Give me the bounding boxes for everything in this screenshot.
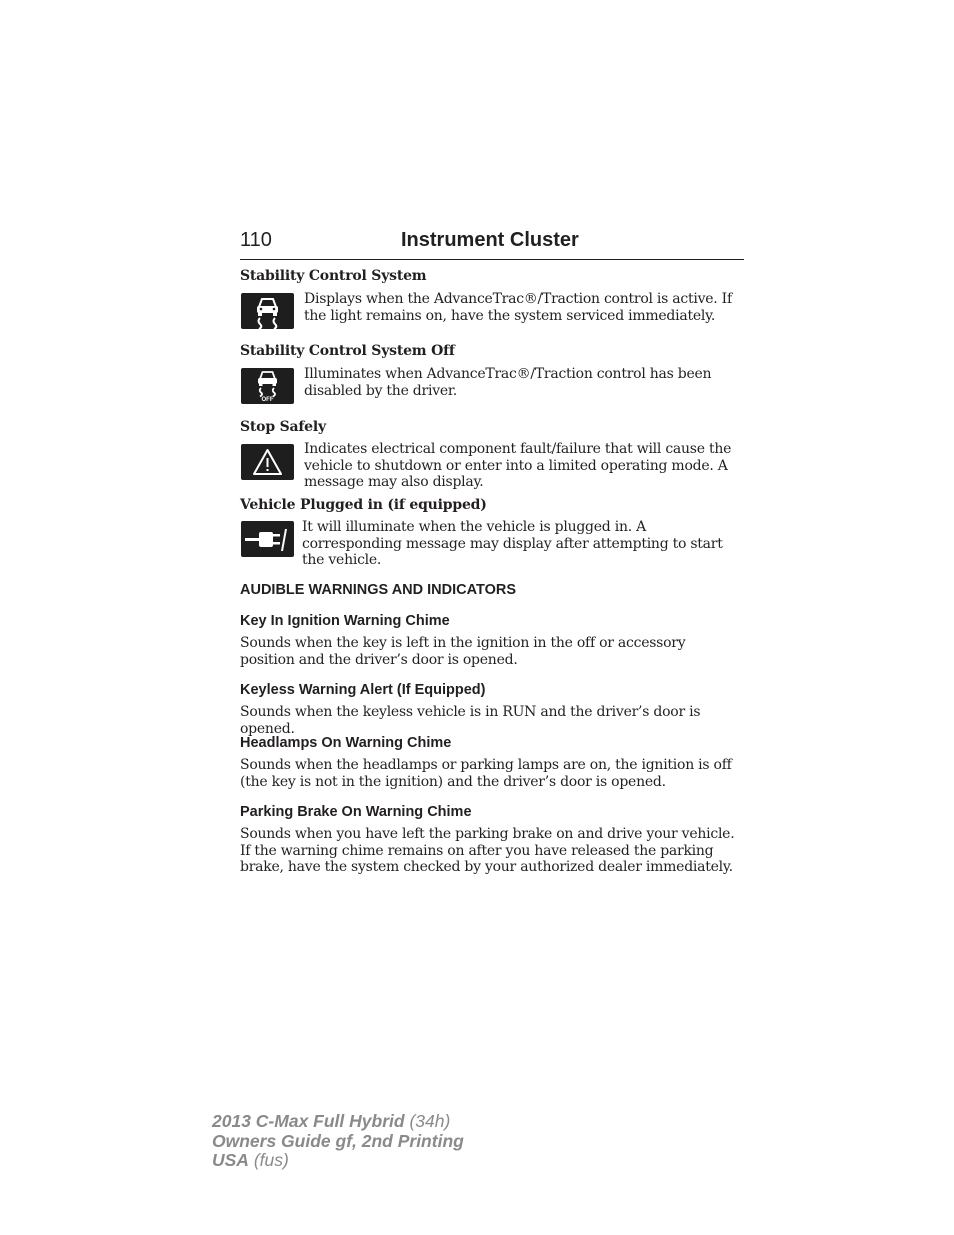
- footer-model-code: (34h): [409, 1111, 451, 1131]
- indicator-heading-vehicle-plugged-in: Vehicle Plugged in (if equipped): [240, 497, 487, 513]
- footer-model: 2013 C-Max Full Hybrid: [212, 1111, 405, 1131]
- footer-market-code: (fus): [253, 1150, 289, 1170]
- stability-control-off-icon: [241, 368, 294, 404]
- indicator-text-stability-control-off: Illuminates when AdvanceTrac®/Traction control has been disabled by the driver.: [304, 366, 712, 399]
- indicator-heading-stability-control: Stability Control System: [240, 268, 427, 284]
- footer-market: USA: [212, 1150, 249, 1170]
- paragraph-parking-brake: Sounds when you have left the parking brake on and drive your vehicle. If the warning chime remains on after you have released the parking brake, have the system checked by your authorized dealer immediately.: [240, 826, 735, 875]
- warning-triangle-icon: [241, 444, 294, 480]
- indicator-text-stability-control: Displays when the AdvanceTrac®/Traction control is active. If the light remains on, have the system serviced immediately.: [304, 291, 732, 324]
- plug-icon: [241, 521, 294, 557]
- paragraph-headlamps-on: Sounds when the headlamps or parking lamps are on, the ignition is off (the key is not in the ignition) and the driver’s door is opened.: [240, 757, 732, 790]
- section-heading-audible-warnings: AUDIBLE WARNINGS AND INDICATORS: [240, 582, 517, 598]
- page-footer: [212, 1112, 464, 1171]
- indicator-heading-stop-safely: Stop Safely: [240, 419, 326, 435]
- page-number: 110: [240, 229, 272, 251]
- page-header: [240, 229, 744, 260]
- indicator-text-stop-safely: Indicates electrical component fault/failure that will cause the vehicle to shutdown or enter into a limited operating mode. A message may also display.: [304, 441, 732, 490]
- subheading-headlamps-on: Headlamps On Warning Chime: [240, 735, 452, 751]
- subheading-keyless-warning: Keyless Warning Alert (If Equipped): [240, 682, 486, 698]
- footer-guide: Owners Guide gf, 2nd Printing: [212, 1130, 464, 1151]
- indicator-text-vehicle-plugged-in: It will illuminate when the vehicle is plugged in. A corresponding message may display after attempting to start the vehicle.: [302, 519, 723, 568]
- off-label: OFF: [261, 397, 274, 403]
- indicator-heading-stability-control-off: Stability Control System Off: [240, 343, 455, 359]
- subheading-key-in-ignition: Key In Ignition Warning Chime: [240, 613, 450, 629]
- page-title: Instrument Cluster: [401, 229, 579, 251]
- paragraph-key-in-ignition: Sounds when the key is left in the ignition in the off or accessory position and the driver’s door is opened.: [240, 635, 686, 668]
- stability-control-icon: [241, 293, 294, 329]
- paragraph-keyless-warning: Sounds when the keyless vehicle is in RUN and the driver’s door is opened.: [240, 704, 701, 737]
- subheading-parking-brake: Parking Brake On Warning Chime: [240, 804, 472, 820]
